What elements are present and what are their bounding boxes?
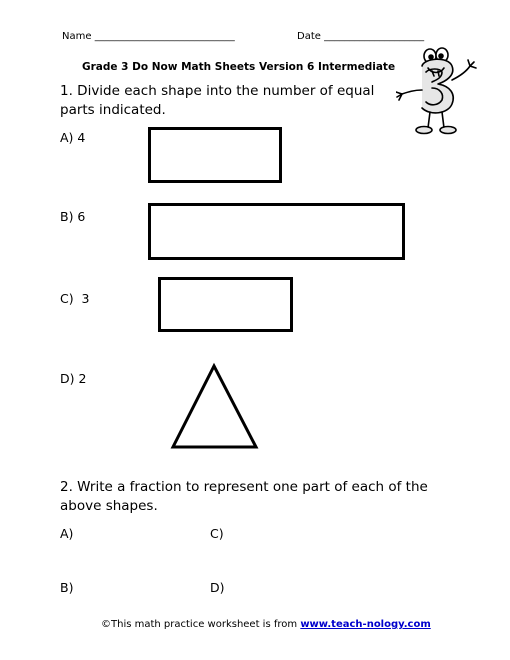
name-label: Name	[62, 31, 92, 42]
shape-b-rectangle	[148, 203, 405, 260]
shape-c-rectangle	[158, 277, 293, 332]
footer	[101, 619, 431, 630]
answer-a-label: A)	[60, 526, 74, 541]
question-1-text: 1. Divide each shape into the number of equal parts indicated.	[60, 83, 375, 118]
name-field	[62, 31, 235, 42]
answer-d-label: D)	[210, 580, 225, 595]
item-b-label: B) 6	[60, 209, 86, 224]
name-line: ____________________________	[94, 31, 235, 42]
item-d-label: D) 2	[60, 371, 87, 386]
date-label: Date	[297, 31, 321, 42]
footer-text: ©This math practice worksheet is from	[101, 619, 301, 630]
footer-link[interactable]: www.teach-nology.com	[300, 619, 431, 630]
page-title: Grade 3 Do Now Math Sheets Version 6 Intermediate	[82, 61, 396, 73]
number-three-mascot-icon	[396, 44, 478, 136]
item-a-label: A) 4	[60, 130, 86, 145]
answer-c-label: C)	[210, 526, 224, 541]
item-c-label: C) 3	[60, 291, 90, 306]
shape-d-triangle	[170, 362, 260, 450]
shape-a-rectangle	[148, 127, 282, 183]
answer-b-label: B)	[60, 580, 74, 595]
date-line: ____________________	[324, 31, 425, 42]
question-2-text: 2. Write a fraction to represent one part of each of the above shapes.	[60, 479, 428, 514]
date-field	[297, 31, 424, 42]
